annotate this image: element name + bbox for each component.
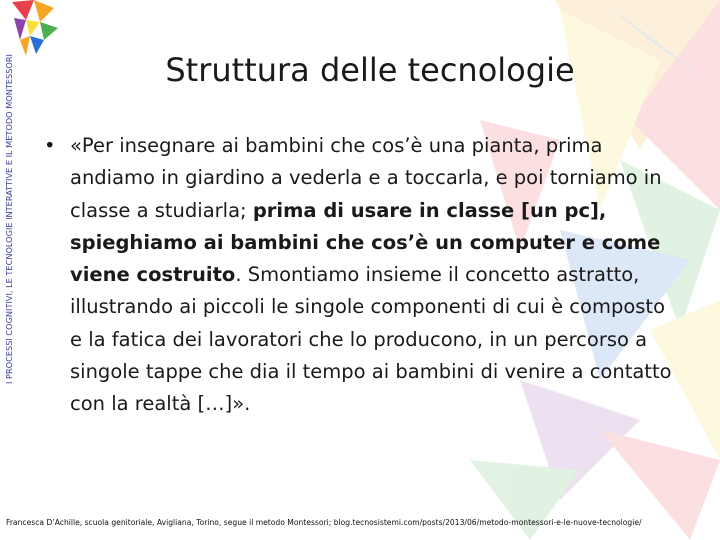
source-citation: Francesca D’Achille, scuola genitoriale, Avigliana, Torino, segue il metodo Montessori; blog.tecnosistemi.com/posts/2013/06/metodo-montessori-e-le-nuove-tecnologie/ bbox=[6, 518, 642, 527]
slide-body bbox=[44, 130, 684, 470]
vertical-course-title bbox=[2, 32, 16, 406]
quote-part-3: . Smontiamo insieme il concetto astratto, illustrando ai piccoli le singole componenti di cui è composto e la fatica dei lavoratori che lo producono, in un percorso a singole tappe che dia il tempo ai bambini di venire a contatto con la realtà […]». bbox=[70, 263, 672, 416]
quote-part-1: «Per insegnare ai bambini che cos’è una pianta, prima andiamo in giardino a vederla e a toccarla, e poi torniamo in classe a studiarla; bbox=[70, 134, 662, 222]
slide-title: Struttura delle tecnologie bbox=[165, 51, 575, 89]
bullet-marker: • bbox=[44, 134, 56, 157]
quote-paragraph bbox=[70, 130, 682, 421]
vertical-title-text: I PROCESSI COGNITIVI, LE TECNOLOGIE INTERATTIVE E IL METODO MONTESSORI bbox=[4, 54, 14, 384]
quote-part-2-bold: prima di usare in classe [un pc], spieghiamo ai bambini che cos’è un computer e come viene costruito bbox=[70, 198, 661, 287]
